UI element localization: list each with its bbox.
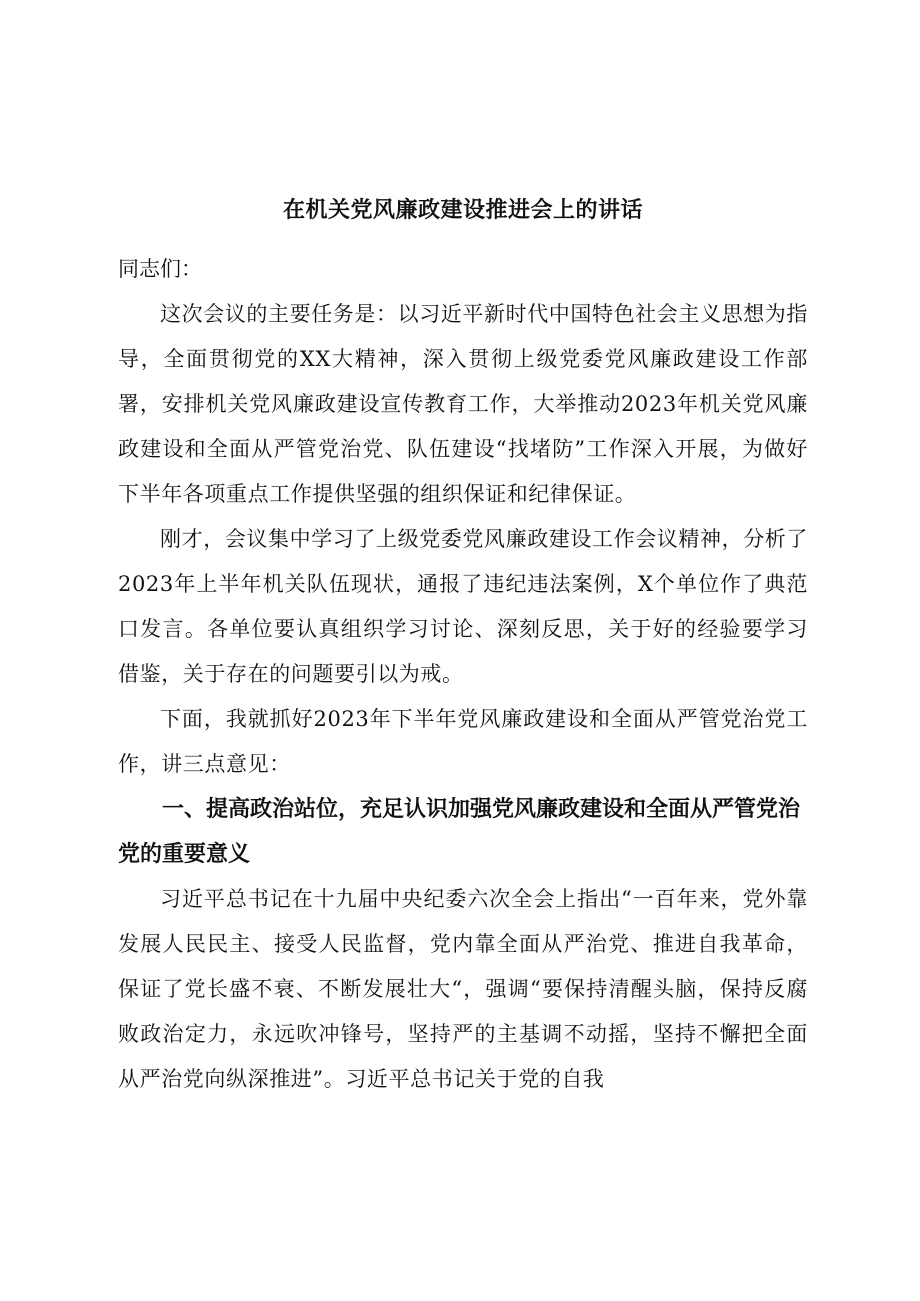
paragraph-three-points-intro: 下面，我就抓好2023年下半年党风廉政建设和全面从严管党治党工作，讲三点意见： bbox=[118, 707, 808, 776]
paragraph-meeting-review: 刚才，会议集中学习了上级党委党风廉政建设工作会议精神，分析了2023年上半年机关队伍现状，通报了违纪违法案例，X个单位作了典范口发言。各单位要认真组织学习讨论、深刻反思，关于好的经验要学习借鉴，关于存在的问题要引以为戒。 bbox=[118, 527, 808, 686]
salutation: 同志们： bbox=[118, 257, 202, 281]
document-body bbox=[118, 185, 808, 1102]
paragraph-meeting-tasks: 这次会议的主要任务是：以习近平新时代中国特色社会主义思想为指导，全面贯彻党的XX大精神，深入贯彻上级党委党风廉政建设工作部署，安排机关党风廉政建设宣传教育工作，大举推动2023年机关党风廉政建设和全面从严管党治党、队伍建设“找堵防”工作深入开展，为做好下半年各项重点工作提供坚强的组织保证和纪律保证。 bbox=[118, 302, 808, 506]
document-title: 在机关党风廉政建设推进会上的讲话 bbox=[282, 198, 643, 223]
section-heading-1: 一、提高政治站位，充足认识加强党风廉政建设和全面从严管党治党的重要意义 bbox=[118, 797, 801, 867]
paragraph-xi-quote: 习近平总书记在十九届中央纪委六次全会上指出“一百年来，党外靠发展人民民主、接受人民监督，党内靠全面从严治党、推进自我革命，保证了党长盛不衰、不断发展壮大“，强调“要保持清醒头脑，保持反腐败政治定力，永远吹冲锋号，坚持严的主基调不动摇，坚持不懈把全面从严治党向纵深推进”。习近平总书记关于党的自我 bbox=[118, 887, 808, 1091]
